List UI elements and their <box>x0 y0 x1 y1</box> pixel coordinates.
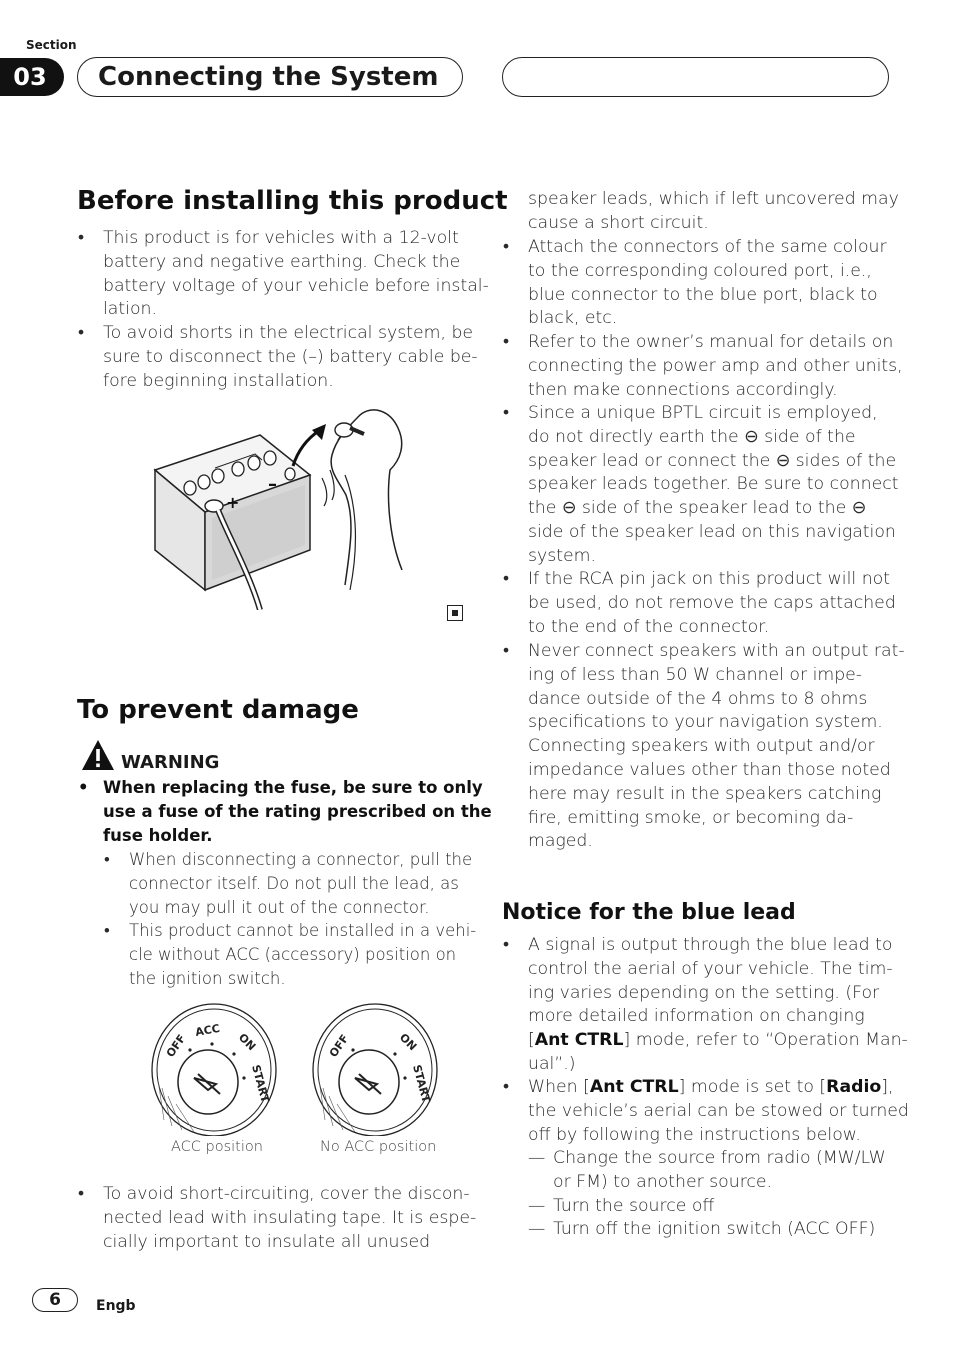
bullet-rca-pin-jack <box>528 568 896 639</box>
bullet-line: dance outside of the 4 ohms to 8 ohms <box>528 688 868 709</box>
bullet-line: ing of less than 50 W channel or impe- <box>528 664 863 685</box>
bullet-line: speaker lead or connect the ⊖ sides of the <box>528 450 897 471</box>
page-number: 6 <box>32 1288 78 1312</box>
section-number: 03 <box>0 58 64 96</box>
bullet-line: lation. <box>103 299 157 320</box>
bullet-line <box>528 1076 909 1100</box>
dash-item: — Turn off the ignition switch (ACC OFF) <box>553 1218 886 1242</box>
sub-bullet-connector <box>129 848 472 919</box>
language-code: Engb <box>96 1298 136 1314</box>
dash-item: — Change the source from radio (MW/LW <box>553 1147 886 1171</box>
bullet-line: speaker leads together. Be sure to connect <box>528 474 899 495</box>
bullet-blue-lead-signal <box>528 934 908 1077</box>
text-span: When [ <box>528 1077 590 1097</box>
bullet-line: you may pull it out of the connector. <box>129 897 430 917</box>
heading-before-installing: Before installing this product <box>77 186 508 216</box>
dash-item-cont: or FM) to another source. <box>553 1171 773 1192</box>
section-right-box <box>502 57 889 97</box>
bullet-line: ing varies depending on the setting. (For <box>528 982 880 1003</box>
heading-prevent-damage: To prevent damage <box>77 695 359 725</box>
bullet-line: the ignition switch. <box>129 968 286 988</box>
bullet-line: specifications to your navigation system. <box>528 712 883 733</box>
radio-keyword: Radio <box>826 1077 882 1097</box>
key2-start-label: START <box>410 1063 433 1105</box>
bullet-line: • To avoid short-circuiting, cover the discon- <box>103 1183 476 1207</box>
ant-ctrl-keyword: Ant CTRL <box>534 1030 624 1051</box>
text-span: ] mode is set to [ <box>678 1077 827 1097</box>
bullet-line: battery and negative earthing. Check the <box>103 251 461 272</box>
bullet-line: to the end of the connector. <box>528 616 770 637</box>
bullet-line: off by following the instructions below. <box>528 1124 861 1145</box>
bullet-line: here may result in the speakers catching <box>528 783 882 804</box>
bullet-line: • This product is for vehicles with a 12-volt <box>103 227 489 251</box>
bullet-line: • When replacing the fuse, be sure to only <box>103 776 492 800</box>
section-end-marker <box>447 605 463 621</box>
section-label: Section <box>26 38 77 52</box>
bullet-line: side of the speaker lead on this navigation <box>528 521 896 542</box>
bullet-line: be used, do not remove the caps attached <box>528 592 896 613</box>
bullet-short-circuit <box>103 1183 476 1254</box>
bullet-line <box>528 1029 908 1053</box>
bullet-line: connecting the power amp and other units, <box>528 355 903 376</box>
key2-off-label: OFF <box>326 1032 352 1060</box>
ant-ctrl-keyword: Ant CTRL <box>589 1077 679 1097</box>
battery-minus-label: – <box>268 474 277 495</box>
bullet-speaker-rating <box>528 640 905 854</box>
ignition-switch-no-acc-illustration <box>311 1000 439 1136</box>
bullet-line: sure to disconnect the (–) battery cable be- <box>103 346 478 367</box>
continued-text <box>528 188 899 236</box>
warning-label: WARNING <box>121 752 220 773</box>
battery-plus-label: + <box>226 493 240 512</box>
bullet-line: system. <box>528 545 596 566</box>
bullet-line: to the corresponding coloured port, i.e., <box>528 260 872 281</box>
text-line: speaker leads, which if left uncovered may <box>528 189 899 209</box>
warning-triangle-icon <box>80 738 116 772</box>
text-span: ] mode, refer to “Operation Man- <box>623 1030 908 1051</box>
bullet-line: control the aerial of your vehicle. The tim- <box>528 958 893 979</box>
bullet-line: • Since a unique BPTL circuit is employed, <box>528 402 899 426</box>
dash-list <box>553 1147 886 1242</box>
bullet-line: the ⊖ side of the speaker lead to the ⊖ <box>528 498 867 519</box>
bullet-line: • Refer to the owner’s manual for details on <box>528 331 903 355</box>
bullet-line: cle without ACC (accessory) position on <box>129 944 457 964</box>
bullet-connector-colour <box>528 236 887 331</box>
key1-start-label: START <box>249 1063 272 1105</box>
bullet-line: • Attach the connectors of the same colour <box>528 236 887 260</box>
bullet-12-volt <box>103 227 489 322</box>
bullet-line: • To avoid shorts in the electrical system, be <box>103 322 478 346</box>
ignition-switch-acc-illustration <box>150 1000 278 1136</box>
caption-no-acc-position: No ACC position <box>320 1139 437 1155</box>
bullet-line: • Never connect speakers with an output rat- <box>528 640 905 664</box>
bullet-line: more detailed information on changing <box>528 1006 865 1027</box>
dash-item: — Turn the source off <box>553 1195 886 1219</box>
bullet-line: do not directly earth the ⊖ side of the <box>528 426 856 447</box>
bullet-line: • A signal is output through the blue lead to <box>528 934 908 958</box>
bullet-ant-ctrl-radio <box>528 1076 909 1147</box>
bullet-line: ual”.) <box>528 1053 576 1074</box>
bullet-line: black, etc. <box>528 308 618 329</box>
caption-acc-position: ACC position <box>171 1139 263 1155</box>
bullet-line: • This product cannot be installed in a vehi- <box>129 919 476 943</box>
bullet-line: fore beginning installation. <box>103 370 334 391</box>
bullet-line: • When disconnecting a connector, pull the <box>129 848 472 872</box>
key2-on-label: ON <box>396 1030 420 1054</box>
bullet-line: • If the RCA pin jack on this product will not <box>528 568 896 592</box>
key1-on-label: ON <box>235 1030 259 1054</box>
bullet-line: connector itself. Do not pull the lead, as <box>129 873 459 893</box>
bullet-line: fire, emitting smoke, or becoming da- <box>528 807 854 828</box>
text-line: cause a short circuit. <box>528 212 709 233</box>
bullet-line: nected lead with insulating tape. It is espe- <box>103 1207 477 1228</box>
key1-acc-label: ACC <box>194 1021 221 1039</box>
bullet-line: battery voltage of your vehicle before instal- <box>103 275 489 296</box>
section-title <box>77 57 463 97</box>
bullet-line: fuse holder. <box>103 825 213 845</box>
text-span: [ <box>528 1030 535 1051</box>
bullet-line: the vehicle’s aerial can be stowed or turned <box>528 1100 909 1121</box>
bullet-line: impedance values other than those noted <box>528 759 891 780</box>
section-title-text: Connecting the System <box>98 62 439 92</box>
bullet-line: cially important to insulate all unused <box>103 1231 431 1252</box>
key1-off-label: OFF <box>163 1032 189 1060</box>
bullet-line: Connecting speakers with output and/or <box>528 736 875 757</box>
bullet-bptl-circuit <box>528 402 899 569</box>
battery-disconnect-illustration <box>150 400 410 610</box>
sub-bullet-acc <box>129 919 476 990</box>
bullet-line: then make connections accordingly. <box>528 379 838 400</box>
bullet-line: blue connector to the blue port, black to <box>528 284 878 305</box>
bullet-line: maged. <box>528 831 593 852</box>
bullet-owners-manual <box>528 331 903 402</box>
heading-blue-lead: Notice for the blue lead <box>502 900 796 925</box>
bullet-fuse-warning <box>103 776 492 847</box>
bullet-line: use a fuse of the rating prescribed on the <box>103 801 492 821</box>
bullet-avoid-shorts <box>103 322 478 393</box>
text-span: ], <box>881 1077 894 1097</box>
